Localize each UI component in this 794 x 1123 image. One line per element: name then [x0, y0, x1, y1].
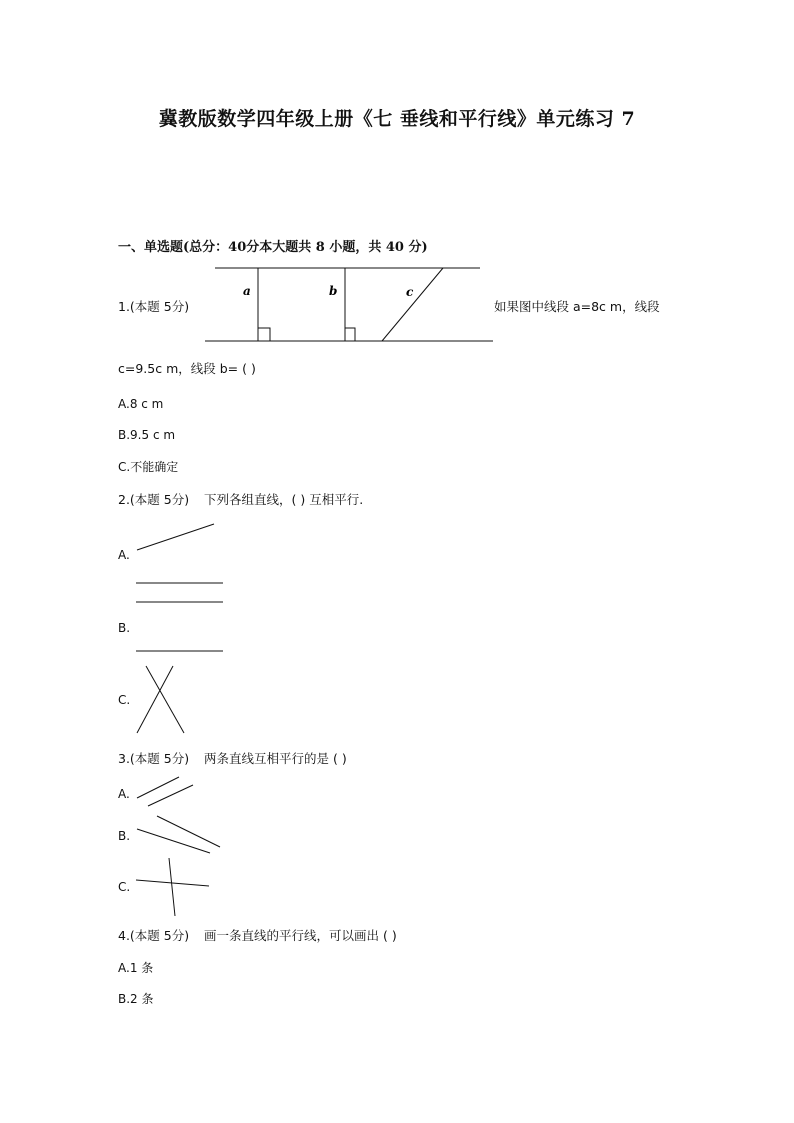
question-2-option-c[interactable]: C.: [118, 693, 131, 707]
question-4-text: 画一条直线的平行线，可以画出 ( ): [204, 928, 397, 943]
option-c-line-2: [169, 858, 175, 916]
question-1-number: 1.(本题 5分): [118, 299, 190, 314]
question-1-figure: [200, 262, 500, 348]
question-1-text-continued: c=9.5c m，线段 b= ( ): [118, 361, 256, 376]
question-3-number: 3.(本题 5分): [118, 751, 190, 766]
right-angle-mark-b: [345, 328, 355, 341]
question-4-number: 4.(本题 5分): [118, 928, 190, 943]
label-a: a: [243, 284, 251, 298]
question-2-option-b-figure: [130, 645, 230, 655]
label-c: c: [406, 285, 414, 299]
question-1-option-a[interactable]: A.8 c m: [118, 397, 164, 411]
question-2-option-b[interactable]: B.: [118, 621, 131, 635]
option-b-line-2: [157, 816, 220, 847]
option-b-line-1: [137, 829, 210, 853]
section-heading: 一、单选题(总分：40分本大题共 8 小题，共 40 分): [118, 240, 428, 255]
question-2-number: 2.(本题 5分): [118, 492, 190, 507]
question-2-option-a[interactable]: A.: [118, 548, 130, 562]
question-3-option-c[interactable]: C.: [118, 880, 131, 894]
label-b: b: [329, 284, 338, 298]
question-2-option-c-figure: [130, 662, 190, 737]
option-a-line-2: [148, 785, 193, 806]
right-angle-mark-a: [258, 328, 270, 341]
question-4-option-b[interactable]: B.2 条: [118, 992, 154, 1006]
question-2-text: 下列各组直线，( ) 互相平行.: [204, 492, 364, 507]
question-3-option-b[interactable]: B.: [118, 829, 131, 843]
question-3-option-a[interactable]: A.: [118, 787, 130, 801]
question-2-option-a-figure: [130, 520, 230, 610]
question-3-text: 两条直线互相平行的是 ( ): [204, 751, 347, 766]
question-4-option-a[interactable]: A.1 条: [118, 961, 154, 975]
page-title: 冀教版数学四年级上册《七 垂线和平行线》单元练习 7: [158, 108, 636, 130]
option-c-line-1: [136, 880, 209, 886]
question-1-option-b[interactable]: B.9.5 c m: [118, 428, 176, 442]
segment-c: [382, 268, 443, 341]
question-3-figure: [130, 770, 230, 920]
question-1-text: 如果图中线段 a=8c m，线段: [494, 299, 660, 314]
question-1-option-c[interactable]: C.不能确定: [118, 460, 179, 474]
